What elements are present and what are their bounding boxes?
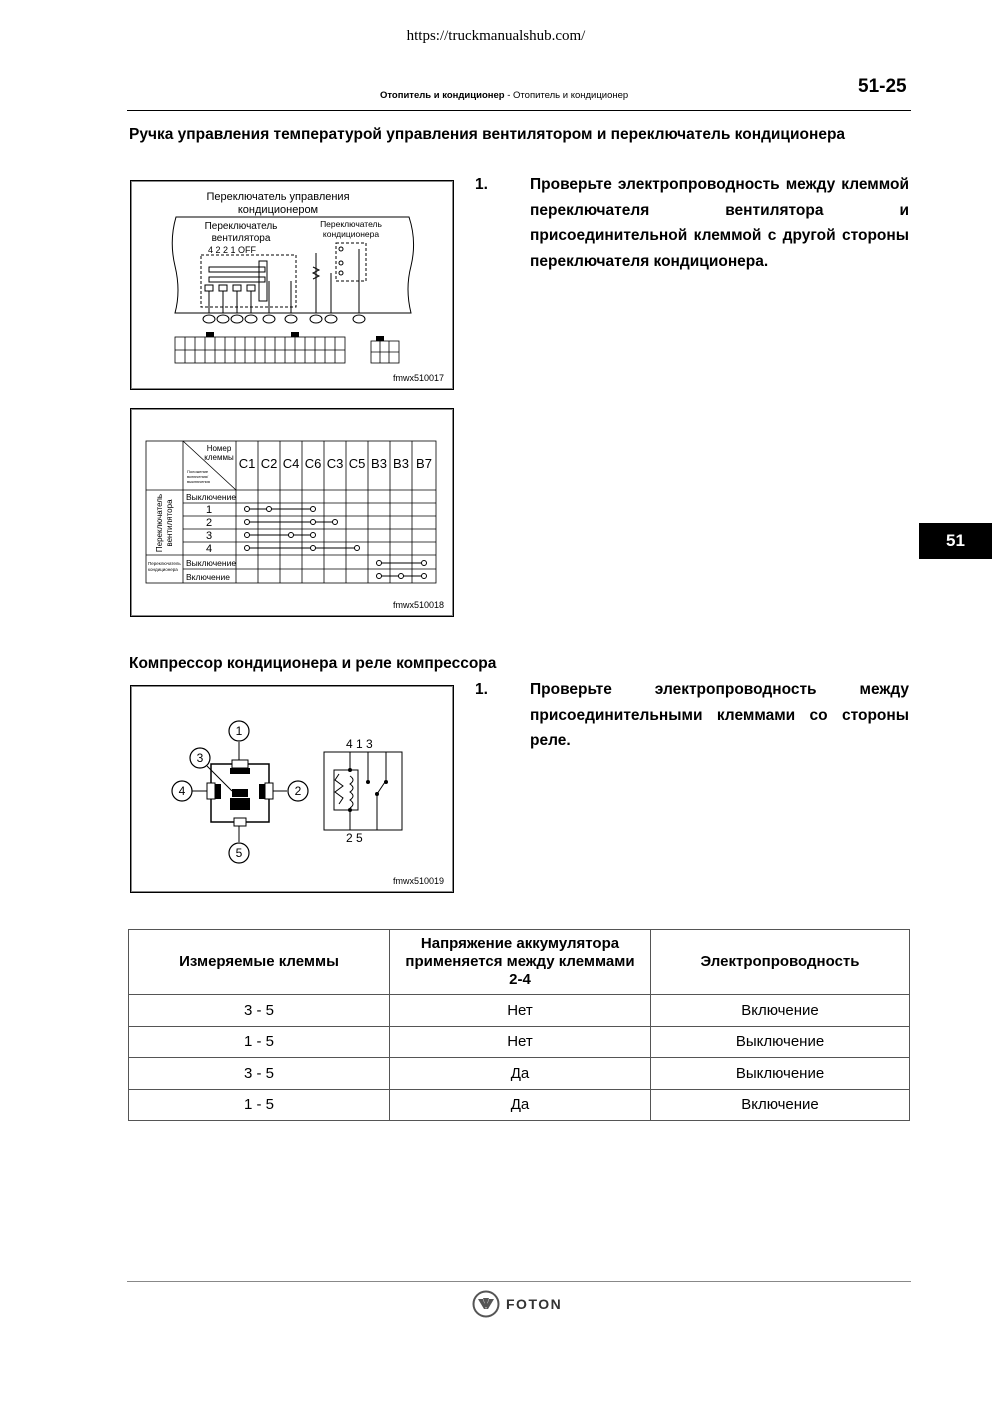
label-ac-switch-1: Переключатель: [320, 219, 382, 229]
foton-wordmark: FOTON: [506, 1296, 563, 1312]
label-fan-switch-2: вентилятора: [211, 233, 271, 244]
step-text: Проверьте электропроводность между присоединительными клеммами со стороны реле.: [530, 681, 909, 749]
row-label: 4: [205, 543, 213, 555]
table-row: [129, 1026, 910, 1058]
col-header: C3: [326, 456, 344, 471]
chapter-tab: 51: [919, 523, 992, 559]
pin-label: 5: [235, 846, 243, 860]
corner-label-4: включения/: [187, 474, 209, 479]
pin-label: 1: [235, 724, 243, 738]
table-cell: 3 - 5: [129, 995, 390, 1027]
row-label: Выключение: [186, 558, 237, 568]
running-header: [380, 90, 628, 101]
figure-relay: [130, 685, 454, 893]
col-header: B3: [371, 456, 387, 471]
label-ac-control-1: Переключатель управления: [206, 191, 350, 203]
corner-label-5: выключения: [187, 479, 210, 484]
col-header: B3: [393, 456, 409, 471]
corner-label-2: клеммы: [204, 453, 234, 462]
corner-label-1: Номер: [206, 444, 232, 453]
table-row: [129, 1058, 910, 1090]
table-cell: Нет: [390, 995, 651, 1027]
step-text: Проверьте электропроводность между клеммой переключателя вентилятора и присоединительной клеммой с другой стороны переключателя кондиционера.: [530, 176, 909, 270]
figure-switch-wiring: [130, 180, 454, 390]
label-fan-switch-1: Переключатель: [204, 221, 278, 232]
foton-emblem-icon: [472, 1290, 500, 1318]
col-header: B7: [416, 456, 432, 471]
pin-label: 3: [196, 751, 204, 765]
table-row: [129, 1089, 910, 1121]
pin-label: 4: [178, 784, 186, 798]
label-ac-control-2: кондиционером: [237, 204, 319, 216]
section2-title: Компрессор кондиционера и реле компрессора: [129, 655, 497, 672]
row-label: 2: [205, 517, 213, 529]
source-url: https://truckmanualshub.com/: [406, 28, 586, 44]
figure1-code: fmwx510017: [392, 373, 444, 383]
page-number: 51-25: [858, 76, 907, 97]
group-ac-1: Переключатель: [148, 561, 181, 566]
figure-continuity-chart: [130, 408, 454, 617]
col-header: C5: [348, 456, 366, 471]
relay-continuity-table: [128, 929, 910, 1121]
table-cell: Да: [390, 1089, 651, 1121]
pin-label: 2: [294, 784, 302, 798]
table-header: Измеряемые клеммы: [129, 930, 390, 995]
relay-diagram: [131, 686, 453, 892]
header-separator: -: [504, 90, 514, 101]
label-fan-positions: 4 2 2 1 OFF: [208, 245, 257, 255]
col-header: C1: [238, 456, 256, 471]
table-cell: Нет: [390, 1026, 651, 1058]
relay-bottom-labels: 2 5: [346, 831, 363, 845]
label-ac-switch-2: кондиционера: [322, 229, 380, 239]
table-row: [129, 995, 910, 1027]
footer-rule: [127, 1281, 911, 1282]
corner-label-3: Положение: [187, 469, 209, 474]
step-number: 1.: [475, 176, 488, 193]
step-number: 1.: [475, 681, 488, 698]
table-cell: Да: [390, 1058, 651, 1090]
table-cell: Выключение: [651, 1058, 910, 1090]
table-cell: 3 - 5: [129, 1058, 390, 1090]
foton-logo: [472, 1290, 562, 1318]
figure2-code: fmwx510018: [392, 600, 444, 610]
group-fan-1: Переключатель: [155, 493, 164, 553]
figure3-code: fmwx510019: [392, 876, 444, 886]
col-header: C2: [260, 456, 278, 471]
table-cell: Включение: [651, 995, 910, 1027]
col-header: C4: [282, 456, 300, 471]
switch-wiring-diagram: [131, 181, 453, 389]
table-header: Электропроводность: [651, 930, 910, 995]
table-cell: 1 - 5: [129, 1026, 390, 1058]
row-label: Включение: [186, 572, 230, 582]
col-header: C6: [304, 456, 322, 471]
row-label: 1: [205, 504, 213, 516]
header-section-rest: Отопитель и кондиционер: [513, 90, 629, 101]
group-ac-2: кондиционера: [148, 567, 178, 572]
header-section-bold: Отопитель и кондиционер: [380, 90, 505, 101]
table-header: Напряжение аккумулятора применяется между клеммами 2-4: [390, 930, 651, 995]
group-fan-2: вентилятора: [165, 499, 174, 547]
table-cell: 1 - 5: [129, 1089, 390, 1121]
header-rule: [127, 110, 911, 111]
row-label: Выключение: [186, 492, 237, 502]
relay-top-labels: 4 1 3: [346, 737, 373, 751]
continuity-chart: [131, 409, 453, 616]
table-cell: Включение: [651, 1089, 910, 1121]
table-cell: Выключение: [651, 1026, 910, 1058]
section1-title: Ручка управления температурой управления вентилятором и переключатель кондиционера: [129, 126, 846, 143]
row-label: 3: [205, 530, 213, 542]
